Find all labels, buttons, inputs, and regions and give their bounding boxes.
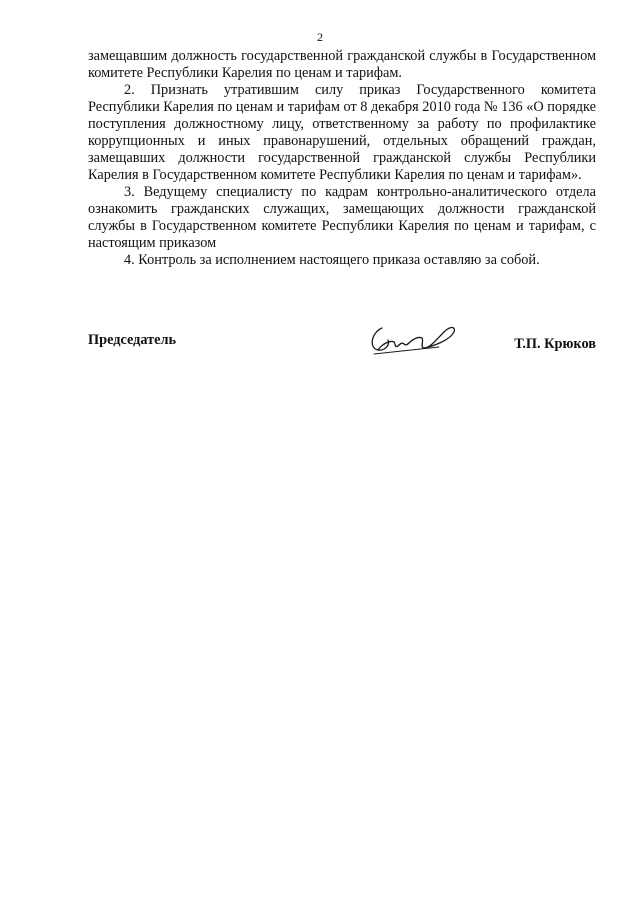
paragraph-item-3: 3. Ведущему специалисту по кадрам контрольно-аналитического отдела ознакомить гражданских служащих, замещающих должности гражданской службы в Государственном комитете Республики Карелия по ценам и тарифам, с настоящим приказом	[88, 184, 596, 251]
signer-name: Т.П. Крюков	[514, 336, 596, 352]
paragraph-item-4: 4. Контроль за исполнением настоящего приказа оставляю за собой.	[124, 252, 540, 268]
paragraph-item-2: 2. Признать утратившим силу приказ Государственного комитета Республики Карелия по ценам и тарифам от 8 декабря 2010 года № 136 «О порядке поступления должностному лицу, ответственному за работу по профилактике коррупционных и иных правонарушений, отдельных обращений граждан, замещавших должности государственной гражданской службы Республики Карелия в Государственном комитете Республики Карелия по ценам и тарифам».	[88, 82, 596, 183]
handwritten-signature	[364, 318, 464, 362]
signature-block	[88, 318, 596, 366]
page-number: 2	[317, 30, 323, 44]
paragraph-continuation: замещавшим должность государственной гражданской службы в Государственном комитете Республики Карелия по ценам и тарифам.	[88, 48, 596, 81]
document-body	[88, 48, 596, 269]
signer-position: Председатель	[88, 332, 177, 348]
